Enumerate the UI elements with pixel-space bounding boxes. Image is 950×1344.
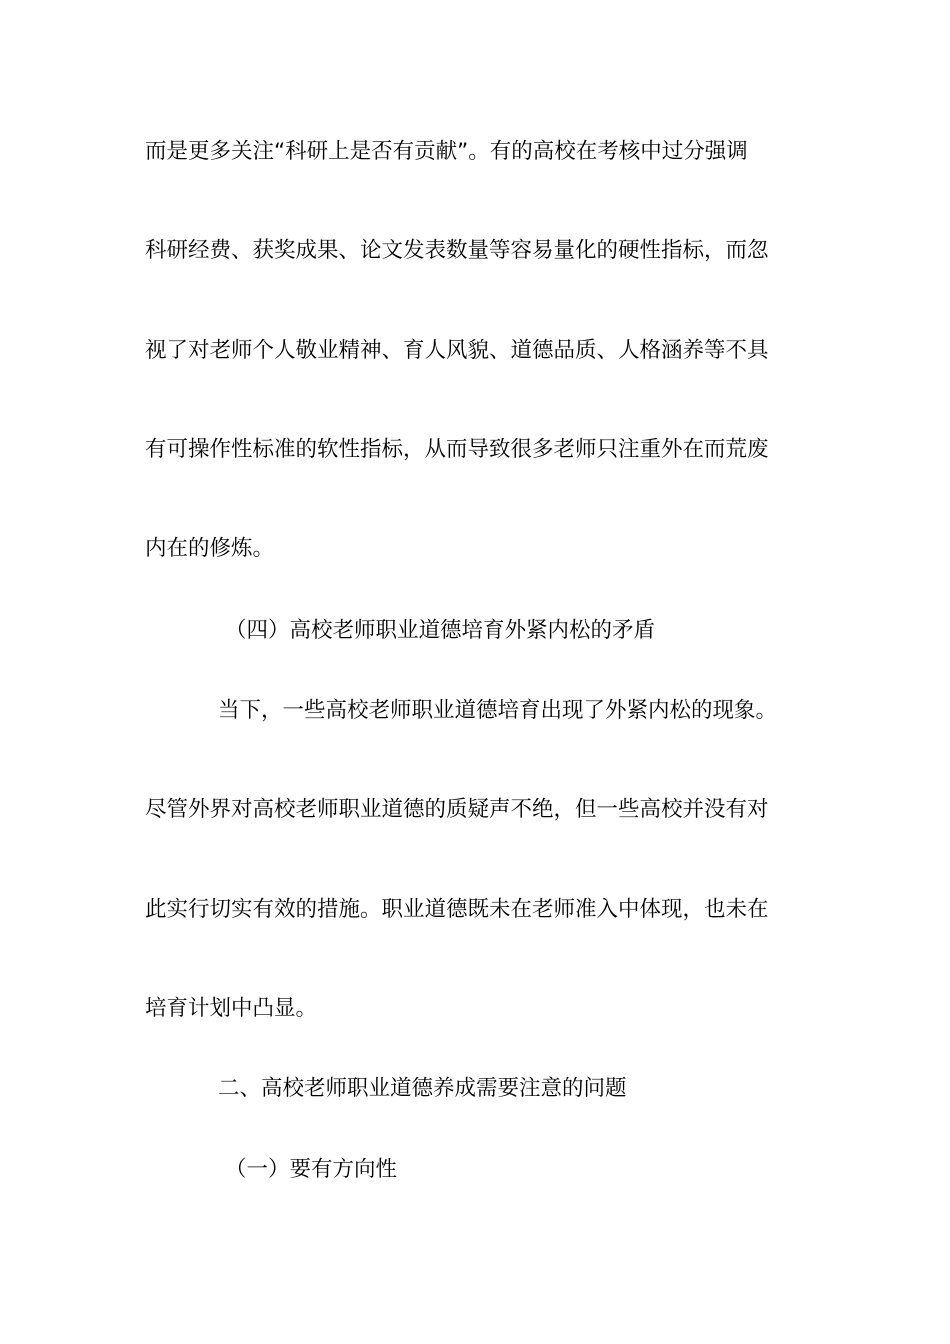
body-text-line: 科研经费、获奖成果、论文发表数量等容易量化的硬性指标，而忽 [145, 238, 769, 263]
paragraph-first-line: 当下，一些高校老师职业道德培育出现了外紧内松的现象。 [218, 698, 778, 723]
body-text-line: 视了对老师个人敬业精神、育人风貌、道德品质、人格涵养等不具 [145, 338, 769, 363]
body-text-line: 内在的修炼。 [145, 536, 275, 561]
section-heading-1: （一）要有方向性 [225, 1157, 398, 1182]
section-heading-4: （四）高校老师职业道德培育外紧内松的矛盾 [225, 618, 656, 643]
body-text-line: 培育计划中凸显。 [145, 996, 318, 1021]
body-text-line: 此实行切实有效的措施。职业道德既未在老师准入中体现，也未在 [145, 897, 769, 922]
body-text-line: 尽管外界对高校老师职业道德的质疑声不绝，但一些高校并没有对 [145, 797, 769, 822]
body-text-line: 而是更多关注“科研上是否有贡献”。有的高校在考核中过分强调 [145, 139, 748, 164]
chapter-heading-2: 二、高校老师职业道德养成需要注意的问题 [218, 1076, 627, 1101]
body-text-line: 有可操作性标准的软性指标，从而导致很多老师只注重外在而荒废 [145, 437, 769, 462]
